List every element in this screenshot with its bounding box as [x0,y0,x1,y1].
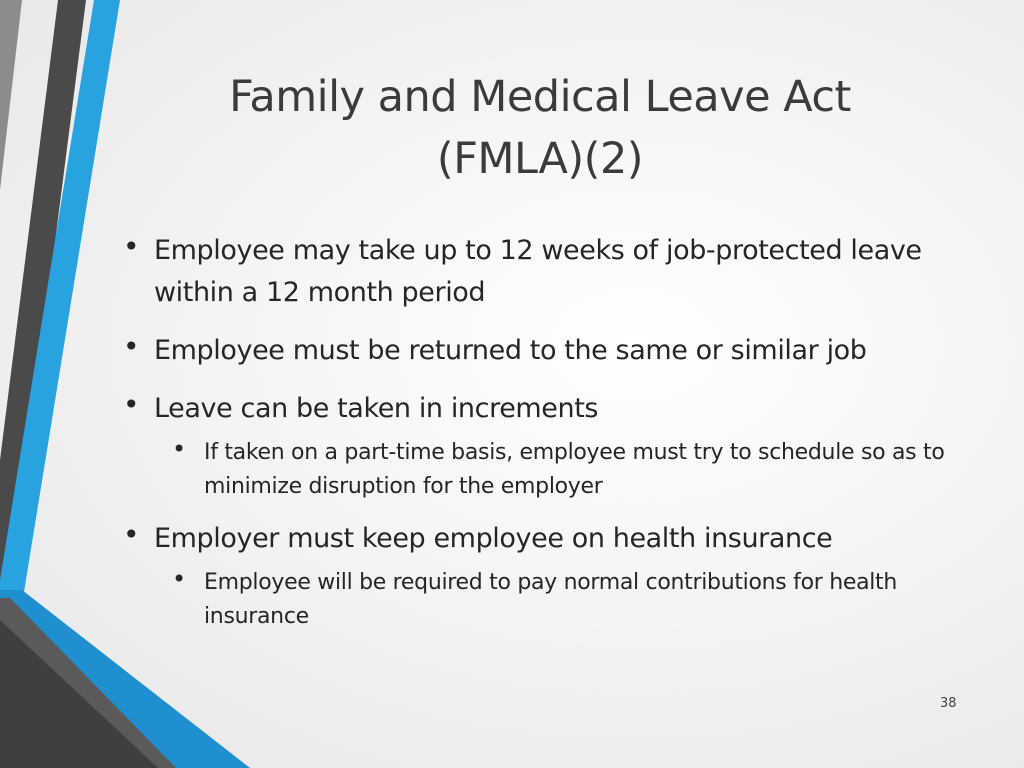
page-number: 38 [940,696,957,711]
dark-stripe-left [0,0,22,190]
title-line-1: Family and Medical Leave Act [229,72,851,122]
bullet-item [120,230,980,314]
sub-bullet-dot-icon: • [172,435,186,463]
sub-bullet-dot-icon: • [172,565,186,593]
slide-title [150,66,930,190]
bullet-item [120,518,980,560]
sub-bullet-item [120,566,980,634]
bullet-item [120,330,980,372]
bullet-item [120,388,980,430]
bullet-dot-icon: • [123,518,140,551]
sub-bullet-text: Employee will be required to pay normal contributions for health insurance [204,570,898,629]
bullet-dot-icon: • [123,230,140,263]
sub-bullet-item [120,436,980,504]
bullet-dot-icon: • [123,330,140,363]
title-line-2: (FMLA)(2) [436,134,644,184]
sub-bullet-text: If taken on a part-time basis, employee must try to schedule so as to minimize disruption for the employer [204,440,945,499]
bullet-text: Employee may take up to 12 weeks of job-protected leave within a 12 month period [154,235,922,308]
bullet-text: Leave can be taken in increments [154,393,599,424]
bullet-text: Employee must be returned to the same or similar job [154,335,867,366]
slide-body [120,230,980,648]
bullet-dot-icon: • [123,388,140,421]
bullet-text: Employer must keep employee on health insurance [154,523,833,554]
